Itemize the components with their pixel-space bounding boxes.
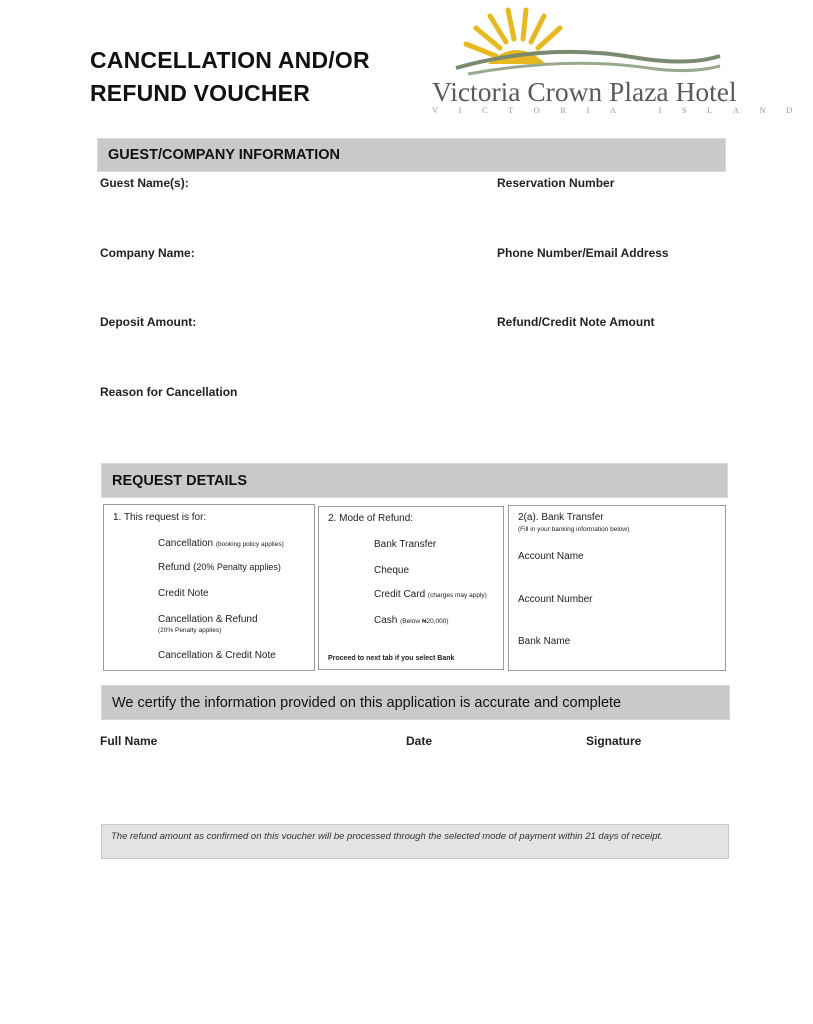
bank-transfer-box — [508, 505, 726, 671]
option-refund-note: 20% Penalty applies) — [196, 562, 281, 572]
option-refund[interactable] — [158, 562, 281, 573]
request-type-box — [103, 504, 315, 671]
refund-mode-footer: Proceed to next tab if you select Bank — [328, 655, 455, 662]
phone-email-label: Phone Number/Email Address — [497, 246, 669, 260]
bank-transfer-subtitle: (Fill in your banking information below) — [518, 526, 630, 533]
certify-banner — [101, 685, 730, 720]
option-credit-note[interactable]: Credit Note — [158, 588, 209, 599]
option-cancellation-refund-note: (20% Penalty applies) — [158, 627, 222, 634]
date-label: Date — [406, 734, 433, 748]
mode-cash-label: Cash — [374, 615, 398, 626]
reason-label: Reason for Cancellation — [100, 385, 238, 399]
request-details-heading-label: REQUEST DETAILS — [112, 472, 248, 489]
page-title — [90, 44, 370, 110]
mode-cash[interactable] — [374, 615, 449, 626]
mode-bank-transfer[interactable]: Bank Transfer — [374, 539, 437, 550]
guest-info-heading-label: GUEST/COMPANY INFORMATION — [108, 147, 340, 163]
mode-credit-card-note: (charges may apply) — [427, 592, 487, 599]
mode-cash-note: (Below ₦20,000) — [400, 618, 449, 625]
refund-amount-label: Refund/Credit Note Amount — [497, 315, 655, 329]
refund-mode-title: 2. Mode of Refund: — [328, 513, 414, 524]
option-refund-label: Refund ( — [158, 562, 197, 573]
hotel-logo-name: Victoria Crown Plaza Hotel — [432, 76, 737, 107]
bank-transfer-title: 2(a). Bank Transfer — [518, 512, 604, 523]
mode-cheque[interactable]: Cheque — [374, 565, 410, 576]
guest-info-heading — [97, 138, 726, 172]
signature-label: Signature — [586, 734, 642, 748]
full-name-label: Full Name — [100, 734, 158, 748]
option-cancellation-refund[interactable]: Cancellation & Refund — [158, 614, 258, 625]
option-cancellation-note: (booking policy applies) — [215, 541, 284, 548]
option-cancellation[interactable] — [158, 538, 284, 549]
option-cancellation-label: Cancellation — [158, 538, 214, 549]
account-number-label[interactable]: Account Number — [518, 594, 593, 605]
deposit-amount-label: Deposit Amount: — [100, 315, 197, 329]
refund-processing-note-text: The refund amount as confirmed on this voucher will be processed through the selected mode of payment within 21 days of receipt. — [111, 831, 663, 842]
mode-credit-card[interactable] — [374, 589, 487, 600]
request-type-title: 1. This request is for: — [113, 512, 207, 523]
title-line-2: REFUND VOUCHER — [90, 80, 311, 106]
mode-credit-card-label: Credit Card — [374, 589, 426, 600]
hotel-logo-subtitle: VICTORIA ISLAND — [432, 105, 813, 115]
refund-processing-note — [101, 824, 729, 859]
title-line-1: CANCELLATION AND/OR — [90, 47, 370, 73]
company-name-label: Company Name: — [100, 246, 195, 260]
account-name-label[interactable]: Account Name — [518, 551, 584, 562]
refund-mode-box — [318, 506, 504, 670]
option-cancellation-credit-note[interactable]: Cancellation & Credit Note — [158, 650, 276, 661]
reservation-number-label: Reservation Number — [497, 176, 615, 190]
request-details-heading — [101, 463, 728, 498]
certify-text: We certify the information provided on this application is accurate and complete — [112, 694, 622, 711]
bank-name-label[interactable]: Bank Name — [518, 636, 571, 647]
guest-names-label: Guest Name(s): — [100, 176, 189, 190]
